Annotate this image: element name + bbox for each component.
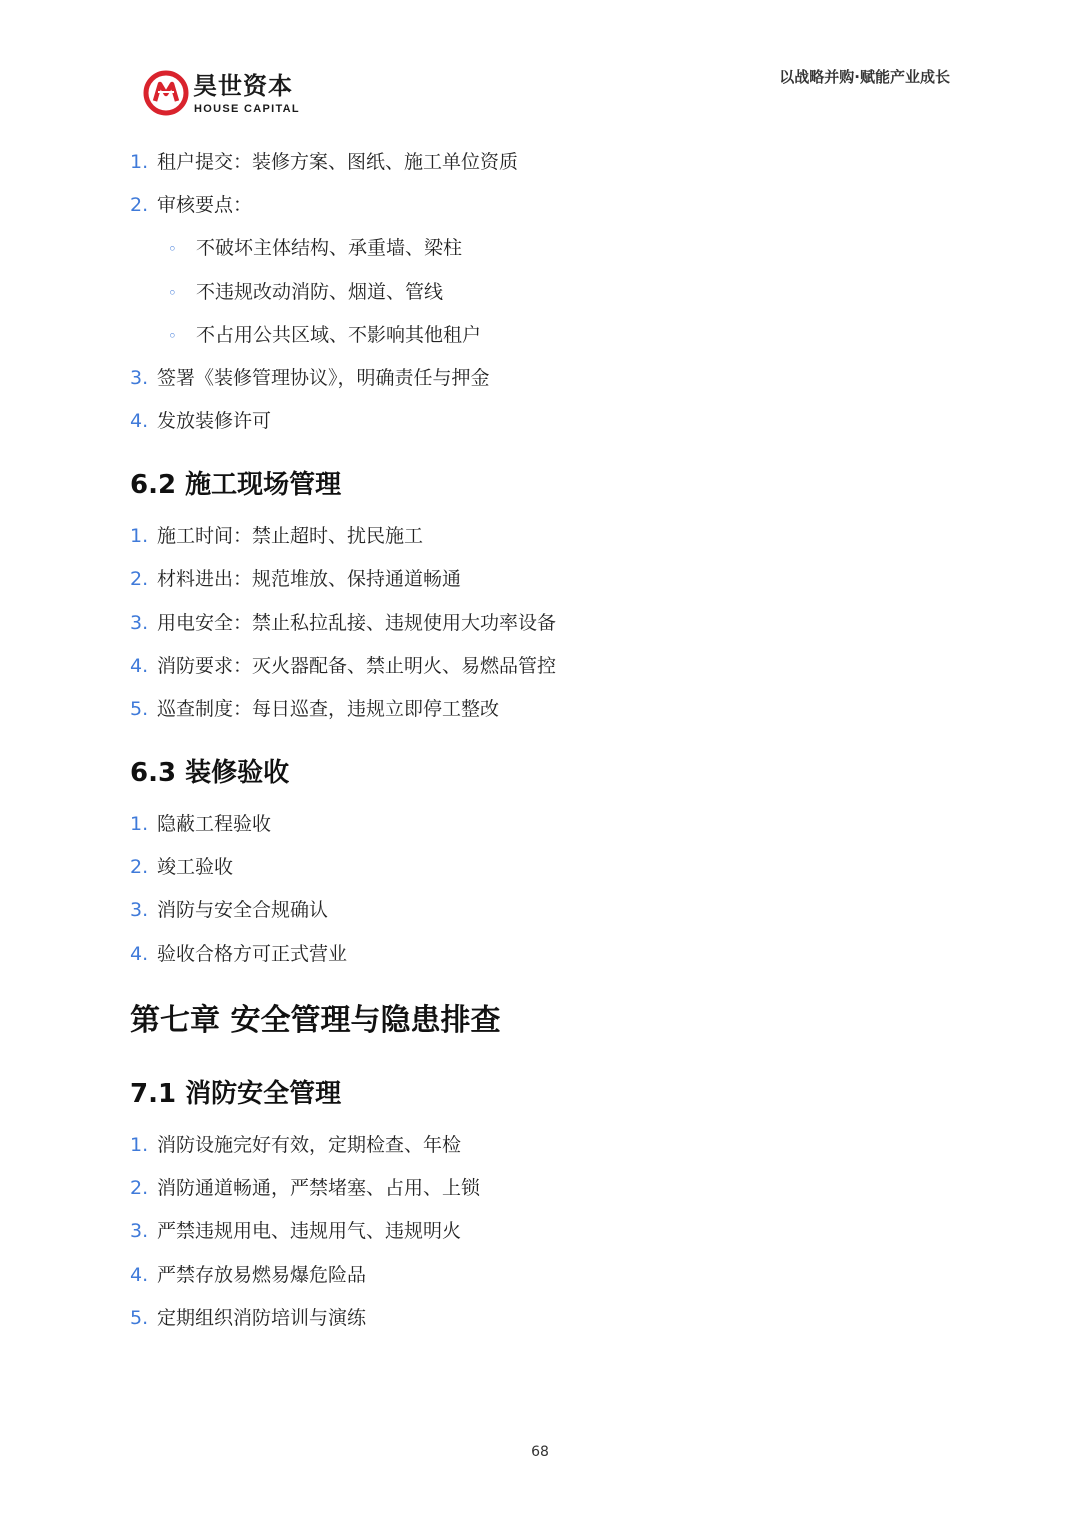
- list-text: 巡查制度：每日巡查，违规立即停工整改: [157, 698, 500, 720]
- list-item: [130, 408, 271, 434]
- section-heading-6-3: 6.3 装修验收: [130, 758, 290, 788]
- list-text: 竣工验收: [157, 856, 234, 878]
- logo-chinese-name: 昊世资本: [193, 72, 293, 100]
- list-item: [130, 365, 490, 391]
- list-text: 消防设施完好有效，定期检查、年检: [157, 1134, 462, 1156]
- list-text: 隐蔽工程验收: [157, 813, 272, 835]
- list-text: 定期组织消防培训与演练: [157, 1307, 367, 1329]
- list-text: 发放装修许可: [157, 410, 272, 432]
- list-number: 3.: [130, 1220, 149, 1242]
- circle-bullet-icon: ◦: [168, 284, 177, 302]
- list-number: 3.: [130, 612, 149, 634]
- list-number: 5.: [130, 1307, 149, 1329]
- sub-list-text: 不占用公共区域、不影响其他租户: [196, 324, 482, 346]
- chapter-heading-7: 第七章 安全管理与隐患排查: [130, 1003, 501, 1038]
- list-text: 消防要求：灭火器配备、禁止明火、易燃品管控: [157, 655, 557, 677]
- list-number: 5.: [130, 698, 149, 720]
- list-number: 4.: [130, 943, 149, 965]
- list-text: 严禁违规用电、违规用气、违规明火: [157, 1220, 462, 1242]
- list-text: 严禁存放易燃易爆危险品: [157, 1264, 367, 1286]
- list-item: [130, 897, 328, 923]
- list-item: [130, 696, 499, 722]
- sub-list-item: [168, 279, 443, 306]
- list-text: 审核要点：: [157, 194, 253, 216]
- list-text: 施工时间：禁止超时、扰民施工: [157, 525, 424, 547]
- list-item: [130, 1305, 366, 1331]
- list-item: [130, 653, 556, 679]
- list-item: [130, 192, 252, 218]
- list-text: 消防通道畅通，严禁堵塞、占用、上锁: [157, 1177, 481, 1199]
- section-heading-6-2: 6.2 施工现场管理: [130, 470, 342, 500]
- list-number: 3.: [130, 367, 149, 389]
- list-number: 1.: [130, 151, 149, 173]
- list-number: 2.: [130, 568, 149, 590]
- list-text: 验收合格方可正式营业: [157, 943, 348, 965]
- list-number: 3.: [130, 899, 149, 921]
- list-number: 4.: [130, 1264, 149, 1286]
- list-item: [130, 149, 518, 175]
- logo-english-name: HOUSE CAPITAL: [194, 103, 300, 115]
- list-number: 2.: [130, 194, 149, 216]
- section-heading-7-1: 7.1 消防安全管理: [130, 1079, 342, 1109]
- header-slogan: 以战略并购·赋能产业成长: [779, 68, 950, 86]
- circle-bullet-icon: ◦: [168, 240, 177, 258]
- list-item: [130, 566, 461, 592]
- sub-list-item: [168, 235, 462, 262]
- list-text: 消防与安全合规确认: [157, 899, 329, 921]
- list-item: [130, 1175, 480, 1201]
- sub-list-text: 不破坏主体结构、承重墙、梁柱: [196, 237, 463, 259]
- list-number: 1.: [130, 813, 149, 835]
- list-number: 2.: [130, 1177, 149, 1199]
- list-number: 4.: [130, 655, 149, 677]
- company-logo: [143, 70, 343, 120]
- list-item: [130, 1218, 461, 1244]
- circle-bullet-icon: ◦: [168, 327, 177, 345]
- list-item: [130, 941, 347, 967]
- list-text: 租户提交：装修方案、图纸、施工单位资质: [157, 151, 519, 173]
- list-number: 1.: [130, 1134, 149, 1156]
- page-number: 68: [531, 1444, 549, 1460]
- list-item: [130, 1132, 461, 1158]
- list-number: 1.: [130, 525, 149, 547]
- list-item: [130, 1262, 366, 1288]
- list-number: 2.: [130, 856, 149, 878]
- list-text: 材料进出：规范堆放、保持通道畅通: [157, 568, 462, 590]
- list-item: [130, 523, 423, 549]
- list-text: 用电安全：禁止私拉乱接、违规使用大功率设备: [157, 612, 557, 634]
- list-text: 签署《装修管理协议》，明确责任与押金: [157, 367, 490, 389]
- list-number: 4.: [130, 410, 149, 432]
- house-capital-logo-icon: [143, 70, 189, 116]
- sub-list-item: [168, 322, 481, 349]
- sub-list-text: 不违规改动消防、烟道、管线: [196, 281, 444, 303]
- list-item: [130, 610, 556, 636]
- list-item: [130, 811, 271, 837]
- list-item: [130, 854, 233, 880]
